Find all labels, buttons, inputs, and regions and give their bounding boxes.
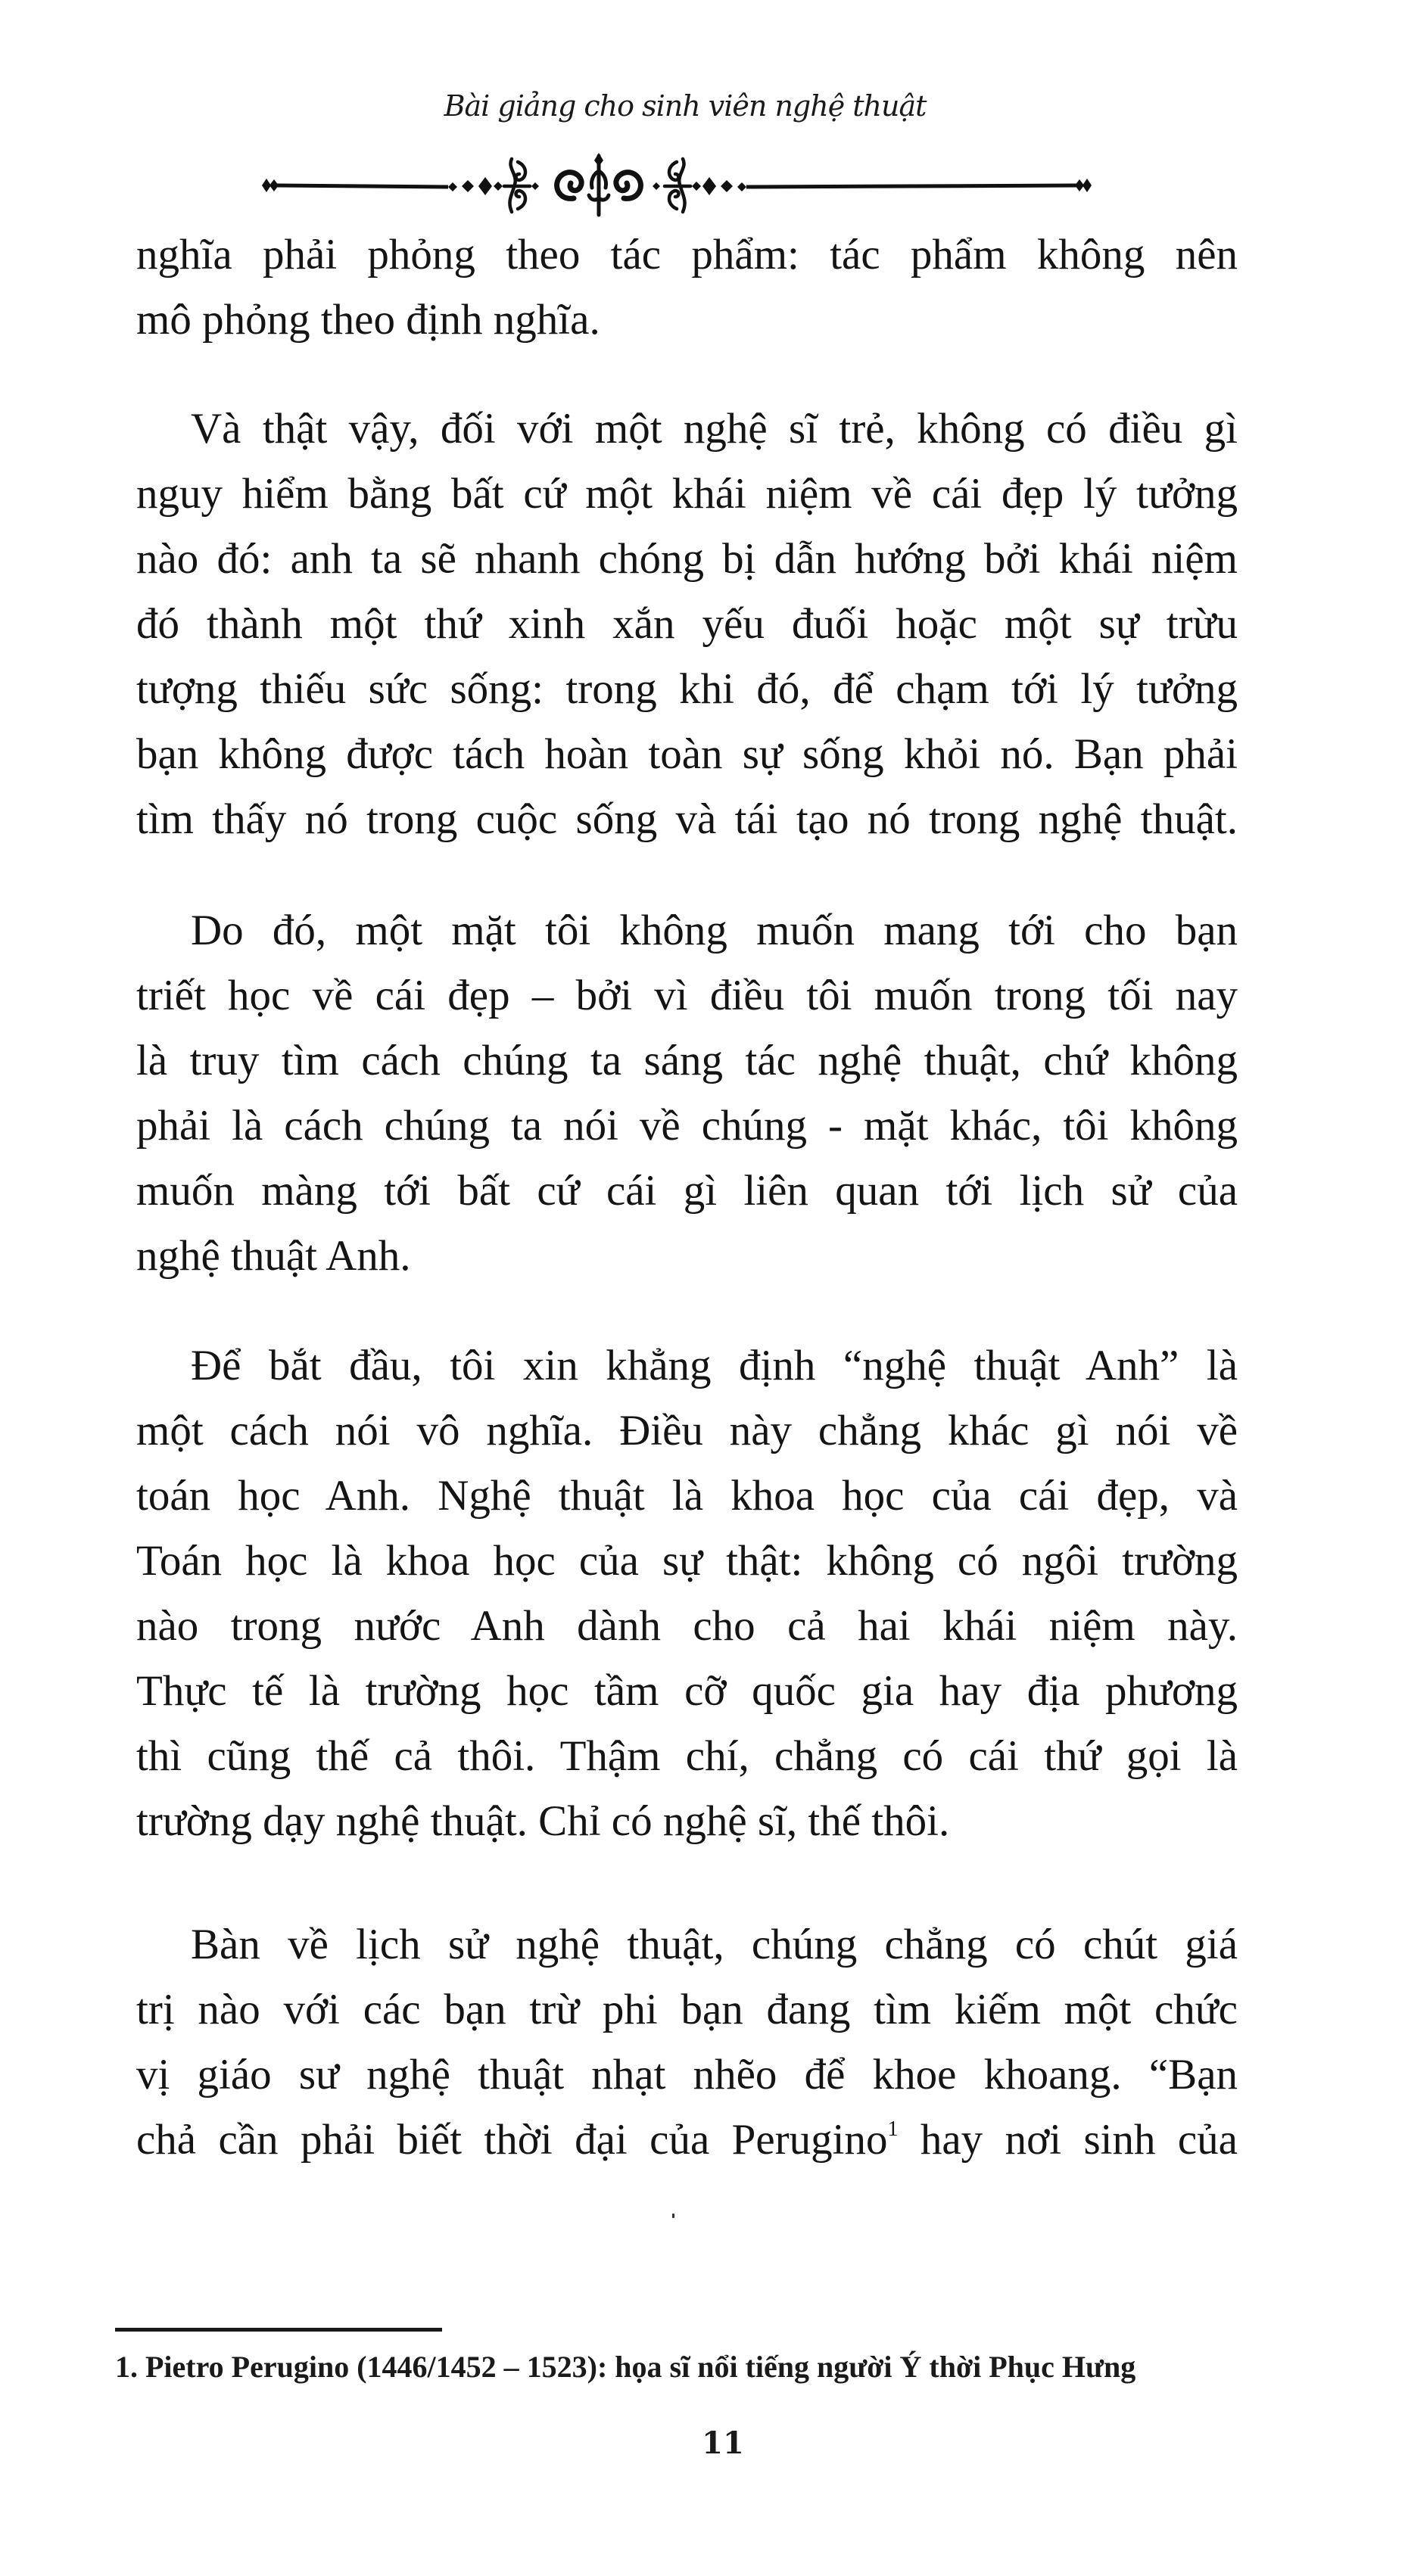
text-line: nào đó: anh ta sẽ nhanh chóng bị dẫn hướng bởi khái niệm [136,535,1238,583]
text-line: phải là cách chúng ta nói về chúng - mặt khác, tôi không [136,1102,1238,1150]
text-line: tìm thấy nó trong cuộc sống và tái tạo nó trong nghệ thuật. [136,795,1238,843]
footnote-reference[interactable]: 1 [887,2117,899,2141]
text-line: trị nào với các bạn trừ phi bạn đang tìm kiếm một chức [136,1986,1238,2033]
print-speck [672,2214,674,2218]
text-line: một cách nói vô nghĩa. Điều này chẳng khác gì nói về [136,1407,1238,1454]
text-line: nghệ thuật Anh. [136,1232,411,1280]
decorative-divider-flourish-icon [257,151,1098,219]
text-line: Thực tế là trường học tầm cỡ quốc gia hay địa phương [136,1667,1238,1715]
text-line: toán học Anh. Nghệ thuật là khoa học của cái đẹp, và [136,1472,1238,1520]
text-line [136,2115,1238,2165]
text-line: trường dạy nghệ thuật. Chỉ có nghệ sĩ, thế thôi. [136,1797,950,1845]
text-line: là truy tìm cách chúng ta sáng tác nghệ thuật, chứ không [136,1037,1238,1084]
text-line: Do đó, một mặt tôi không muốn mang tới cho bạn [191,907,1238,954]
text-line: bạn không được tách hoàn toàn sự sống khỏi nó. Bạn phải [136,730,1238,778]
text-line: vị giáo sư nghệ thuật nhạt nhẽo để khoe khoang. “Bạn [136,2051,1238,2098]
text-line: thì cũng thế cả thôi. Thậm chí, chẳng có cái thứ gọi là [136,1732,1238,1780]
text-segment: chả cần phải biết thời đại của Perugino [136,2116,888,2164]
text-line: Và thật vậy, đối với một nghệ sĩ trẻ, không có điều gì [191,405,1238,453]
footnote-separator [115,2328,442,2332]
text-line: nghĩa phải phỏng theo tác phẩm: tác phẩm không nên [136,231,1238,278]
text-line: nguy hiểm bằng bất cứ một khái niệm về cái đẹp lý tưởng [136,470,1238,518]
text-line: Bàn về lịch sử nghệ thuật, chúng chẳng có chút giá [191,1921,1238,1968]
text-line: Để bắt đầu, tôi xin khẳng định “nghệ thuật Anh” là [191,1342,1238,1389]
text-line: tượng thiếu sức sống: trong khi đó, để chạm tới lý tưởng [136,665,1238,713]
text-line: đó thành một thứ xinh xắn yếu đuối hoặc một sự trừu [136,600,1238,648]
footnote: 1. Pietro Perugino (1446/1452 – 1523): họa sĩ nổi tiếng người Ý thời Phục Hưng [115,2350,1136,2384]
text-line: mô phỏng theo định nghĩa. [136,296,600,344]
text-line: muốn màng tới bất cứ cái gì liên quan tới lịch sử của [136,1167,1238,1215]
text-line: nào trong nước Anh dành cho cả hai khái niệm này. [136,1602,1238,1650]
page-number: 11 [702,2425,744,2461]
text-line: triết học về cái đẹp – bởi vì điều tôi muốn trong tối nay [136,972,1238,1019]
running-head: Bài giảng cho sinh viên nghệ thuật [444,89,927,123]
text-line: Toán học là khoa học của sự thật: không có ngôi trường [136,1537,1238,1585]
text-segment: hay nơi sinh của [898,2116,1238,2164]
